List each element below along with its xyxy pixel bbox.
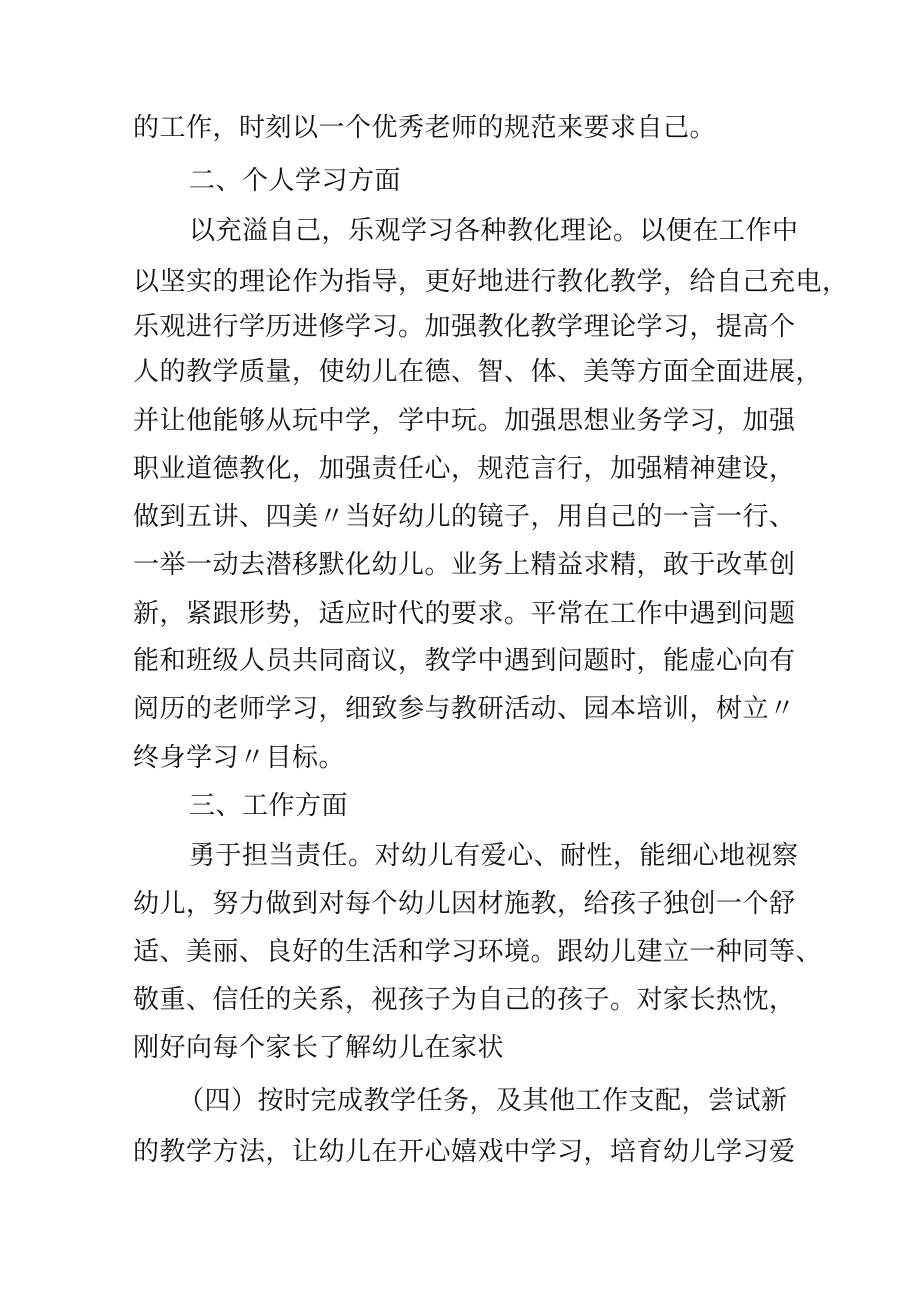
- paragraph-line: 适、美丽、良好的生活和学习环境。跟幼儿建立一种同等、: [133, 937, 823, 967]
- paragraph-line: 刚好向每个家长了解幼儿在家状: [133, 1033, 505, 1063]
- paragraph-line: 以坚实的理论作为指导，更好地进行教化教学，给自己充电，: [133, 267, 849, 297]
- section-heading-work: 三、工作方面: [189, 791, 349, 821]
- paragraph-line: 的教学方法，让幼儿在开心嬉戏中学习，培育幼儿学习爱: [133, 1137, 796, 1167]
- paragraph-line: 人的教学质量，使幼儿在德、智、体、美等方面全面进展，: [133, 357, 823, 387]
- paragraph-line: 阅历的老师学习，细致参与教研活动、园本培训，树立〃: [133, 694, 796, 724]
- paragraph-line: 做到五讲、四美〃当好幼儿的镜子，用自己的一言一行、: [133, 502, 796, 532]
- paragraph-line: 能和班级人员共同商议，教学中遇到问题时，能虚心向有: [133, 646, 796, 676]
- paragraph-line: 一举一动去潜移默化幼儿。业务上精益求精，敢于改革创: [133, 550, 796, 580]
- section-heading-personal-study: 二、个人学习方面: [189, 166, 402, 196]
- paragraph-line: 勇于担当责任。对幼儿有爱心、耐性，能细心地视察: [189, 841, 799, 871]
- paragraph-line: 新，紧跟形势，适应时代的要求。平常在工作中遇到问题: [133, 599, 796, 629]
- paragraph-continuation-line: 的工作，时刻以一个优秀老师的规范来要求自己。: [133, 113, 717, 143]
- paragraph-line: 乐观进行学历进修学习。加强教化教学理论学习，提高个: [133, 312, 796, 342]
- paragraph-line: 幼儿，努力做到对每个幼儿因材施教，给孩子独创一个舒: [133, 889, 796, 919]
- numbered-paragraph-line: （四）按时完成教学任务，及其他工作支配，尝试新: [178, 1086, 788, 1116]
- paragraph-line: 敬重、信任的关系，视孩子为自己的孩子。对家长热忱，: [133, 985, 796, 1015]
- paragraph-line: 并让他能够从玩中学，学中玩。加强思想业务学习，加强: [133, 406, 796, 436]
- paragraph-line: 以充溢自己，乐观学习各种教化理论。以便在工作中: [189, 216, 799, 246]
- paragraph-line: 职业道德教化，加强责任心，规范言行，加强精神建设，: [133, 454, 796, 484]
- paragraph-line: 终身学习〃目标。: [133, 743, 346, 773]
